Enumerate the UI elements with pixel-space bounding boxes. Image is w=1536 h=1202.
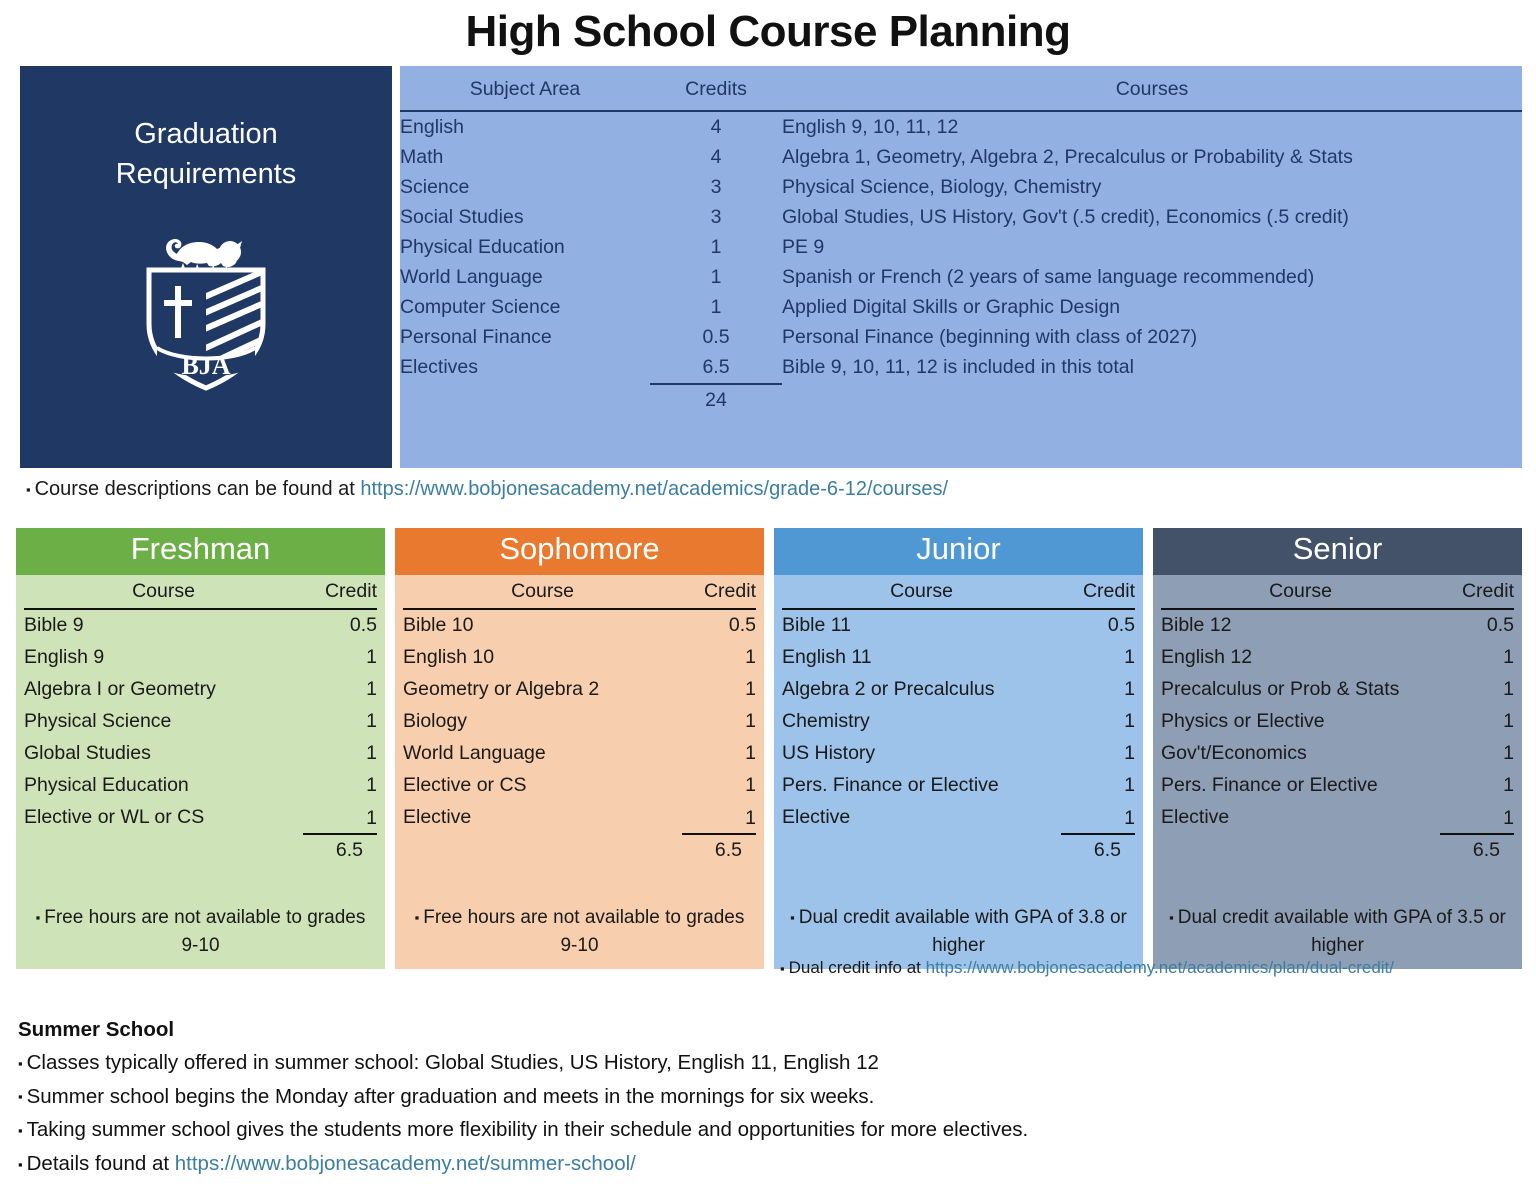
requirements-total-credits: 24 — [650, 384, 782, 416]
header-credit: Credit — [703, 579, 756, 602]
summer-school-item — [18, 1051, 1522, 1076]
year-course-name: Bible 10 — [403, 614, 474, 637]
year-course-credit: 1 — [1124, 710, 1135, 733]
summer-school-item — [18, 1085, 1522, 1110]
year-course-credit: 1 — [745, 646, 756, 669]
year-course-name: US History — [782, 742, 876, 765]
year-course-row — [24, 706, 377, 738]
summer-school-item-text: Taking summer school gives the students more flexibility in their schedule and opportunities for more electives. — [26, 1118, 1029, 1142]
year-header-junior: Junior — [774, 528, 1143, 575]
year-course-name: Physical Education — [24, 774, 189, 797]
dual-credit-note — [780, 958, 1394, 978]
year-table-body — [24, 609, 377, 867]
requirement-credits: 1 — [710, 295, 722, 318]
year-course-row — [24, 674, 377, 706]
year-course-credit: 1 — [1503, 646, 1514, 669]
header-subject-area: Subject Area — [469, 78, 581, 100]
course-descriptions-note — [26, 478, 948, 501]
year-course-row — [782, 770, 1135, 802]
header-credit: Credit — [1082, 579, 1135, 602]
summer-school-title: Summer School — [18, 1018, 175, 1041]
bullet-icon: ▪ — [26, 482, 31, 498]
bullet-icon: ▪ — [780, 961, 785, 977]
course-descriptions-link[interactable]: https://www.bobjonesacademy.net/academics/grade-6-12/courses/ — [360, 478, 949, 500]
requirements-row — [400, 142, 1522, 172]
requirement-courses: Applied Digital Skills or Graphic Design — [782, 295, 1121, 318]
header-credit: Credit — [324, 579, 377, 602]
year-course-credit: 1 — [1124, 806, 1135, 829]
year-course-row — [1161, 738, 1514, 770]
year-course-name: English 9 — [24, 646, 105, 669]
year-table-head — [782, 575, 1135, 609]
year-course-row — [1161, 609, 1514, 642]
summer-school-item-text: Summer school begins the Monday after graduation and meets in the mornings for six weeks. — [26, 1084, 875, 1108]
year-course-row — [1161, 802, 1514, 834]
year-course-credit: 1 — [745, 742, 756, 765]
cross-icon — [164, 286, 192, 338]
year-total-row — [782, 834, 1135, 867]
year-course-row — [403, 642, 756, 674]
summer-school-item — [18, 1118, 1522, 1143]
year-course-name: Geometry or Algebra 2 — [403, 678, 600, 701]
year-course-row — [782, 706, 1135, 738]
summer-school-link[interactable]: https://www.bobjonesacademy.net/summer-school/ — [174, 1151, 636, 1175]
year-course-name: Elective — [1161, 806, 1230, 829]
year-total-credit: 6.5 — [1061, 834, 1135, 867]
requirements-row — [400, 232, 1522, 262]
year-course-row — [403, 674, 756, 706]
year-course-row — [403, 609, 756, 642]
requirement-credits: 3 — [710, 205, 722, 228]
year-course-row — [1161, 770, 1514, 802]
year-course-name: Algebra 2 or Precalculus — [782, 678, 995, 701]
requirement-courses: PE 9 — [782, 235, 825, 258]
requirement-credits: 6.5 — [702, 355, 730, 378]
year-course-name: Algebra I or Geometry — [24, 678, 216, 701]
year-columns — [16, 528, 1522, 969]
year-header-senior: Senior — [1153, 528, 1522, 575]
header-credits: Credits — [685, 78, 747, 100]
year-course-name: Bible 12 — [1161, 614, 1232, 637]
header-course: Course — [511, 579, 574, 602]
year-course-credit: 1 — [1124, 678, 1135, 701]
year-total-row — [24, 834, 377, 867]
year-course-row — [24, 609, 377, 642]
year-header-row — [782, 575, 1135, 609]
year-course-credit: 1 — [745, 806, 756, 829]
requirement-subject: Personal Finance — [400, 325, 552, 348]
year-course-credit: 0.5 — [1107, 614, 1135, 637]
year-table — [1161, 575, 1514, 867]
summer-school-items — [18, 1051, 1522, 1143]
year-header-sophomore: Sophomore — [395, 528, 764, 575]
graduation-heading-line1: Graduation — [134, 118, 278, 150]
header-course: Course — [132, 579, 195, 602]
year-course-name: Bible 9 — [24, 614, 84, 637]
requirement-subject: Physical Education — [400, 235, 565, 258]
year-course-row — [782, 802, 1135, 834]
year-course-name: Bible 11 — [782, 614, 852, 637]
requirement-courses: Spanish or French (2 years of same language recommended) — [782, 265, 1315, 288]
year-total-credit: 6.5 — [682, 834, 756, 867]
year-course-credit: 0.5 — [1486, 614, 1514, 637]
year-course-row — [1161, 674, 1514, 706]
requirement-subject: Social Studies — [400, 205, 524, 228]
year-course-credit: 1 — [1503, 710, 1514, 733]
year-table-head — [24, 575, 377, 609]
year-table — [403, 575, 756, 867]
year-course-credit: 0.5 — [728, 614, 756, 637]
year-total-row — [1161, 834, 1514, 867]
year-course-name: Biology — [403, 710, 467, 733]
year-course-name: Elective or CS — [403, 774, 527, 797]
year-table — [24, 575, 377, 867]
year-course-credit: 1 — [366, 806, 377, 829]
year-body-senior — [1153, 575, 1522, 970]
year-total-credit: 6.5 — [1440, 834, 1514, 867]
bullet-icon: ▪ — [414, 909, 420, 925]
bullet-icon: ▪ — [18, 1055, 23, 1071]
year-course-credit: 1 — [1503, 774, 1514, 797]
graduation-requirements-table-panel — [400, 66, 1522, 468]
year-course-credit: 1 — [1124, 742, 1135, 765]
year-course-credit: 1 — [366, 710, 377, 733]
year-body-freshman — [16, 575, 385, 970]
bullet-icon: ▪ — [35, 909, 41, 925]
requirements-table — [400, 66, 1522, 415]
year-course-row — [782, 609, 1135, 642]
year-course-row — [782, 738, 1135, 770]
requirements-row — [400, 322, 1522, 352]
dual-credit-link[interactable]: https://www.bobjonesacademy.net/academics/plan/dual-credit/ — [925, 958, 1395, 977]
year-total-credit: 6.5 — [303, 834, 377, 867]
year-column-junior — [774, 528, 1143, 969]
requirement-subject: Science — [400, 175, 470, 198]
requirement-courses: Global Studies, US History, Gov't (.5 credit), Economics (.5 credit) — [782, 205, 1349, 228]
course-descriptions-text: Course descriptions can be found at — [34, 478, 361, 500]
requirements-row — [400, 262, 1522, 292]
year-total-row — [403, 834, 756, 867]
year-course-row — [1161, 706, 1514, 738]
year-course-name: English 10 — [403, 646, 495, 669]
year-course-name: Elective or WL or CS — [24, 806, 205, 829]
requirements-row — [400, 172, 1522, 202]
requirements-row — [400, 352, 1522, 384]
year-course-name: English 12 — [1161, 646, 1253, 669]
year-course-row — [403, 770, 756, 802]
year-course-row — [24, 642, 377, 674]
requirement-subject: Computer Science — [400, 295, 561, 318]
summer-school-item-text: Classes typically offered in summer school: Global Studies, US History, English 11, English 12 — [26, 1051, 879, 1074]
requirements-row — [400, 111, 1522, 142]
year-note-text: Dual credit available with GPA of 3.5 or higher — [1177, 907, 1506, 956]
year-course-credit: 1 — [1503, 742, 1514, 765]
requirements-row — [400, 292, 1522, 322]
bullet-icon: ▪ — [790, 909, 795, 925]
year-course-credit: 1 — [366, 646, 377, 669]
year-note — [782, 904, 1135, 959]
year-course-credit: 1 — [745, 710, 756, 733]
year-course-row — [403, 738, 756, 770]
year-course-name: Elective — [782, 806, 851, 829]
year-course-row — [1161, 642, 1514, 674]
requirements-row — [400, 202, 1522, 232]
summer-school-details-text: Details found at — [26, 1151, 175, 1175]
year-table-head — [1161, 575, 1514, 609]
requirement-credits: 3 — [710, 175, 722, 198]
year-course-row — [403, 802, 756, 834]
year-course-name: Physics or Elective — [1161, 710, 1325, 733]
year-course-credit: 1 — [745, 678, 756, 701]
requirement-courses: Bible 9, 10, 11, 12 is included in this total — [782, 355, 1134, 378]
requirement-subject: English — [400, 115, 464, 138]
year-note-text: Free hours are not available to grades 9-10 — [44, 907, 366, 956]
dual-credit-text: Dual credit info at — [788, 958, 926, 977]
requirement-subject: Electives — [400, 355, 479, 378]
top-section — [20, 66, 1522, 468]
bullet-icon: ▪ — [18, 1122, 23, 1138]
year-note-text: Free hours are not available to grades 9-10 — [423, 907, 745, 956]
year-table-head — [403, 575, 756, 609]
bja-lion-crest-logo — [131, 216, 281, 411]
year-table-body — [1161, 609, 1514, 867]
year-course-credit: 1 — [366, 742, 377, 765]
requirement-credits: 1 — [710, 235, 722, 258]
header-course: Course — [890, 579, 953, 602]
year-course-row — [24, 770, 377, 802]
year-note — [24, 904, 377, 959]
year-header-freshman: Freshman — [16, 528, 385, 575]
year-course-row — [24, 738, 377, 770]
year-course-name: Gov't/Economics — [1161, 742, 1307, 765]
header-courses: Courses — [1115, 78, 1189, 100]
year-course-name: Elective — [403, 806, 472, 829]
requirement-credits: 4 — [710, 115, 722, 138]
year-table-body — [403, 609, 756, 867]
year-course-credit: 1 — [1503, 806, 1514, 829]
year-column-freshman — [16, 528, 385, 969]
requirements-total-row — [400, 384, 1522, 416]
year-course-row — [403, 706, 756, 738]
requirements-table-head — [400, 66, 1522, 111]
year-note-text: Dual credit available with GPA of 3.8 or higher — [798, 907, 1127, 956]
requirement-courses: Personal Finance (beginning with class of 2027) — [782, 325, 1198, 348]
year-course-name: Pers. Finance or Elective — [1161, 774, 1378, 797]
bullet-icon: ▪ — [18, 1089, 23, 1105]
year-course-row — [782, 674, 1135, 706]
year-course-row — [24, 802, 377, 834]
requirement-credits: 1 — [710, 265, 722, 288]
requirement-credits: 4 — [710, 145, 722, 168]
year-course-name: Global Studies — [24, 742, 151, 765]
year-course-name: Precalculus or Prob & Stats — [1161, 678, 1400, 701]
crest-monogram: BJA — [181, 351, 231, 381]
year-header-row — [1161, 575, 1514, 609]
page-title: High School Course Planning — [465, 7, 1071, 56]
requirement-credits: 0.5 — [702, 325, 730, 348]
requirement-courses: Physical Science, Biology, Chemistry — [782, 175, 1102, 198]
year-body-junior — [774, 575, 1143, 970]
year-column-sophomore — [395, 528, 764, 969]
requirement-courses: Algebra 1, Geometry, Algebra 2, Precalculus or Probability & Stats — [782, 145, 1353, 168]
bullet-icon: ▪ — [1169, 909, 1174, 925]
graduation-heading-line2: Requirements — [115, 158, 297, 191]
graduation-requirements-heading — [116, 114, 297, 194]
year-course-credit: 1 — [745, 774, 756, 797]
requirement-subject: Math — [400, 145, 444, 168]
year-course-name: Chemistry — [782, 710, 870, 733]
year-course-credit: 1 — [1124, 646, 1135, 669]
year-course-credit: 1 — [1124, 774, 1135, 797]
year-course-credit: 1 — [1503, 678, 1514, 701]
year-note — [1161, 904, 1514, 959]
requirements-table-body — [400, 111, 1522, 415]
year-course-row — [782, 642, 1135, 674]
bullet-icon: ▪ — [18, 1156, 23, 1172]
year-course-name: Pers. Finance or Elective — [782, 774, 999, 797]
requirement-subject: World Language — [400, 265, 543, 288]
year-column-senior — [1153, 528, 1522, 969]
year-header-row — [24, 575, 377, 609]
graduation-requirements-panel — [20, 66, 392, 468]
year-course-credit: 1 — [366, 678, 377, 701]
year-course-credit: 0.5 — [349, 614, 377, 637]
header-credit: Credit — [1461, 579, 1514, 602]
year-table — [782, 575, 1135, 867]
year-course-name: English 11 — [782, 646, 872, 669]
requirement-courses: English 9, 10, 11, 12 — [782, 115, 959, 138]
year-header-row — [403, 575, 756, 609]
year-table-body — [782, 609, 1135, 867]
year-course-name: World Language — [403, 742, 546, 765]
year-body-sophomore — [395, 575, 764, 970]
year-course-credit: 1 — [366, 774, 377, 797]
year-course-name: Physical Science — [24, 710, 172, 733]
header-course: Course — [1269, 579, 1332, 602]
lion-icon — [166, 239, 242, 272]
summer-school-details-line — [18, 1152, 1522, 1177]
year-note — [403, 904, 756, 959]
requirements-header-row — [400, 66, 1522, 111]
summer-school-section — [18, 1018, 1522, 1185]
